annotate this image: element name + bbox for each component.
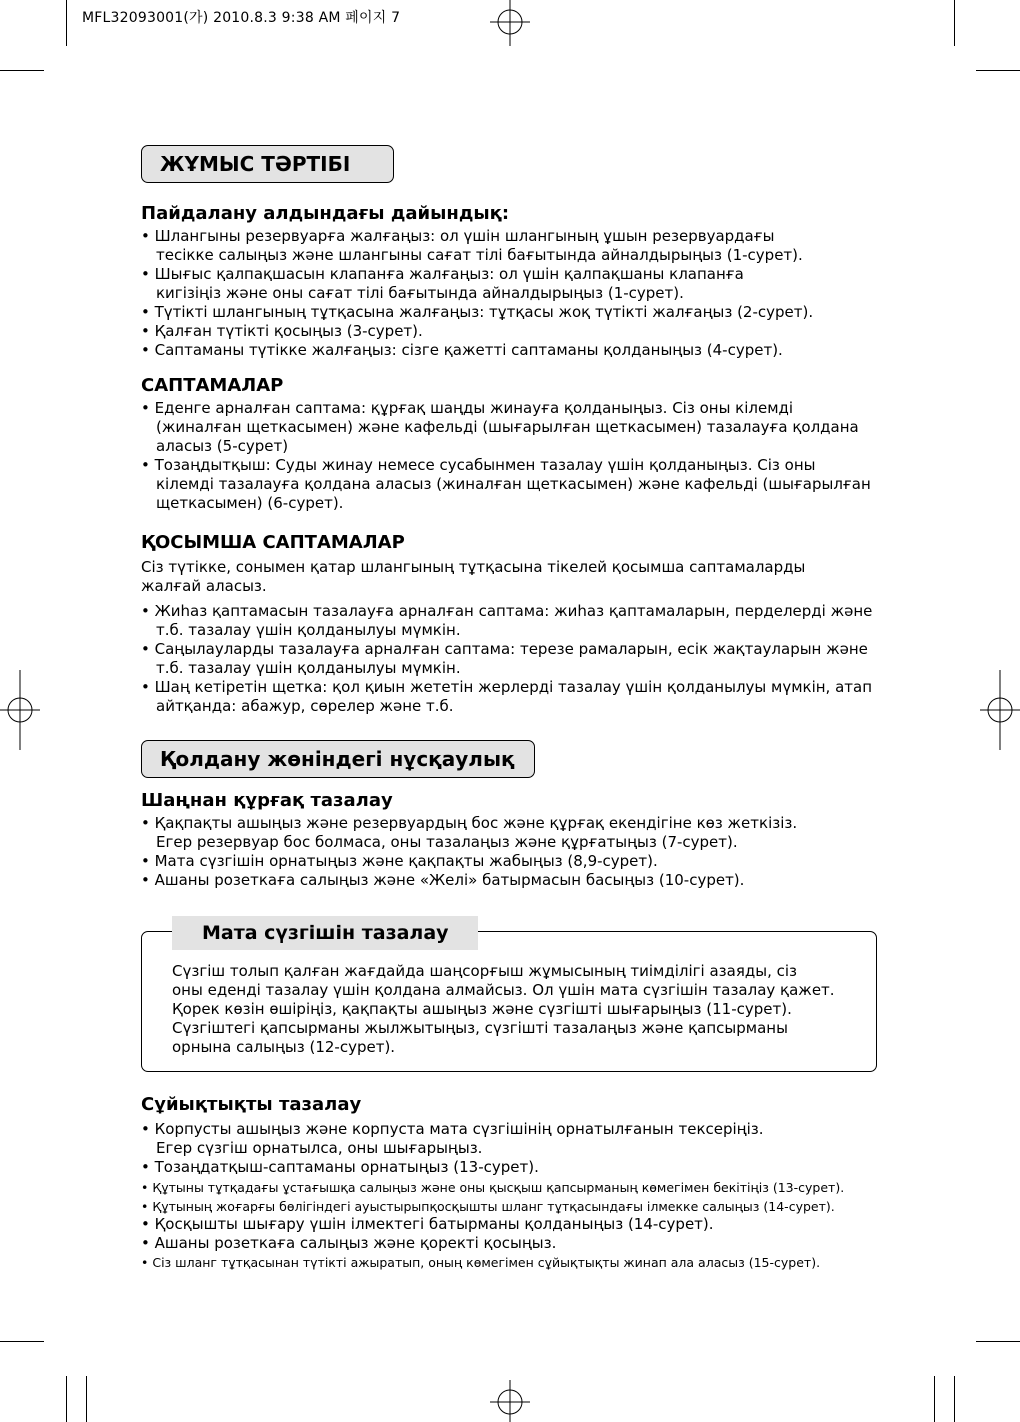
list-item-cont: тесікке салыңыз және шлангыны сағат тілі бағытында айналдырыңыз (1-сурет). — [156, 246, 803, 264]
list-item-cont: аласыз (5-сурет) — [156, 437, 289, 455]
nozzles-heading: САПТАМАЛАР — [141, 375, 284, 396]
filter-line: Сүзгіш толып қалған жағдайда шаңсорғыш жұмысының тиімділігі азаяды, сіз — [172, 962, 797, 980]
liquid-list-2 — [141, 1215, 714, 1253]
filter-title: Мата сүзгішін тазалау — [172, 916, 478, 950]
nozzles-list — [141, 399, 871, 513]
list-item: • Құтының жоғарғы бөлігіндегі ауыстырыпқосқышты шланг тұтқасындағы ілмекке салыңыз (14-сурет). — [141, 1199, 835, 1214]
intro-line: Сіз түтікке, сонымен қатар шлангының тұтқасына тікелей қосымша саптамаларды — [141, 558, 806, 576]
list-item-cont: т.б. тазалау үшін қолданылуы мүмкін. — [156, 621, 461, 639]
filter-line: оны еденді тазалау үшін қолдана алмайсыз. Ол үшін мата сүзгішін тазалау қажет. — [172, 981, 835, 999]
list-item: • Корпусты ашыңыз және корпуста мата сүзгішінің орнатылғанын тексеріңіз. — [141, 1120, 764, 1138]
list-item: • Қалған түтікті қосыңыз (3-сурет). — [141, 322, 423, 340]
list-item: • Мата сүзгішін орнатыңыз және қақпақты жабыңыз (8,9-сурет). — [141, 852, 658, 870]
section-title-usage: Қолдану жөніндегі нұсқаулық — [141, 740, 535, 778]
intro-line: жалғай аласыз. — [141, 577, 267, 595]
list-item: • Еденге арналған саптама: құрғақ шаңды жинауға қолданыңыз. Сіз оны кілемді — [141, 399, 794, 417]
extra-list — [141, 602, 872, 716]
list-item: • Шаң кетіретін щетка: қол қиын жететін жерлерді тазалау үшін қолданылуы мүмкін, атап — [141, 678, 873, 696]
dry-list — [141, 814, 797, 890]
list-item: • Ашаны розеткаға салыңыз және қоректі қосыңыз. — [141, 1234, 557, 1252]
list-item-cont: кілемді тазалауға қолдана аласыз (жиналған щеткасымен) және кафельді (шығарылған — [156, 475, 871, 493]
liquid-list-small — [141, 1178, 844, 1216]
liquid-list — [141, 1120, 764, 1177]
registration-mark-bottom — [480, 1380, 540, 1422]
filter-line: Қорек көзін өшіріңіз, қақпақты ашыңыз және сүзгішті шығарыңыз (11-сурет). — [172, 1000, 792, 1018]
prep-heading: Пайдалану алдындағы дайындық: — [141, 203, 510, 224]
list-item: • Ашаны розеткаға салыңыз және «Желі» батырмасын басыңыз (10-сурет). — [141, 871, 745, 889]
list-item: • Тозаңдатқыш-саптаманы орнатыңыз (13-сурет). — [141, 1158, 539, 1176]
list-item-cont: айтқанда: абажур, сөрелер және т.б. — [156, 697, 454, 715]
list-item: • Құтыны тұтқадағы ұстағышқа салыңыз және оны қысқыш қапсырманың көмегімен бекітіңіз (13-сурет). — [141, 1180, 845, 1195]
section-title-operation: ЖҰМЫС ТӘРТІБІ — [141, 145, 394, 183]
registration-mark-right — [980, 670, 1020, 750]
filter-line: Сүзгіштегі қапсырманы жылжытыңыз, сүзгішті тазалаңыз және қапсырманы — [172, 1019, 788, 1037]
list-item-cont: (жиналған щеткасымен) және кафельді (шығарылған щеткасымен) тазалауға қолдана — [156, 418, 859, 436]
list-item: • Шығыс қалпақшасын клапанға жалғаңыз: ол үшін қалпақшаны клапанға — [141, 265, 744, 283]
list-item: • Шлангыны резервуарға жалғаңыз: ол үшін шлангының ұшын резервуардағы — [141, 227, 775, 245]
list-item-cont: Егер сүзгіш орнатылса, оны шығарыңыз. — [156, 1139, 483, 1157]
list-item-cont: Егер резервуар бос болмаса, оны тазалаңыз және құрғатыңыз (7-сурет). — [156, 833, 738, 851]
list-item: • Тозаңдытқыш: Суды жинау немесе сусабынмен тазалау үшін қолданыңыз. Сіз оны — [141, 456, 816, 474]
liquid-last — [141, 1253, 820, 1272]
registration-mark-left — [0, 670, 40, 750]
print-header: MFL32093001(가) 2010.8.3 9:38 AM 페이지 7 — [82, 10, 401, 26]
list-item-cont: кигізіңіз және оны сағат тілі бағытында айналдырыңыз (1-сурет). — [156, 284, 684, 302]
extra-heading: ҚОСЫМША САПТАМАЛАР — [141, 532, 405, 553]
prep-list — [141, 227, 813, 360]
dry-heading: Шаңнан құрғақ тазалау — [141, 790, 393, 811]
list-item: • Саңылауларды тазалауға арналған саптама: терезе рамаларын, есік жақтауларын және — [141, 640, 868, 658]
list-item: • Түтікті шлангының тұтқасына жалғаңыз: тұтқасы жоқ түтікті жалғаңыз (2-сурет). — [141, 303, 814, 321]
list-item: • Қосқышты шығару үшін ілмектегі батырманы қолданыңыз (14-сурет). — [141, 1215, 714, 1233]
registration-mark-top — [480, 0, 540, 46]
liquid-heading: Сұйықтықты тазалау — [141, 1094, 362, 1115]
extra-intro — [141, 558, 805, 596]
list-item: • Саптаманы түтікке жалғаңыз: сізге қажетті саптаманы қолданыңыз (4-сурет). — [141, 341, 783, 359]
list-item-cont: щеткасымен) (6-сурет). — [156, 494, 344, 512]
list-item: • Жиһаз қаптамасын тазалауға арналған саптама: жиһаз қаптамаларын, перделерді және — [141, 602, 873, 620]
filter-line: орнына салыңыз (12-сурет). — [172, 1038, 396, 1056]
list-item: • Қақпақты ашыңыз және резервуардың бос және құрғақ екендігіне көз жеткізіз. — [141, 814, 798, 832]
filter-text — [172, 962, 835, 1057]
list-item-cont: т.б. тазалау үшін қолданылуы мүмкін. — [156, 659, 461, 677]
list-item: • Сіз шланг тұтқасынан түтікті ажыратып, оның көмегімен сұйықтықты жинап ала аласыз (15-сурет). — [141, 1255, 821, 1270]
